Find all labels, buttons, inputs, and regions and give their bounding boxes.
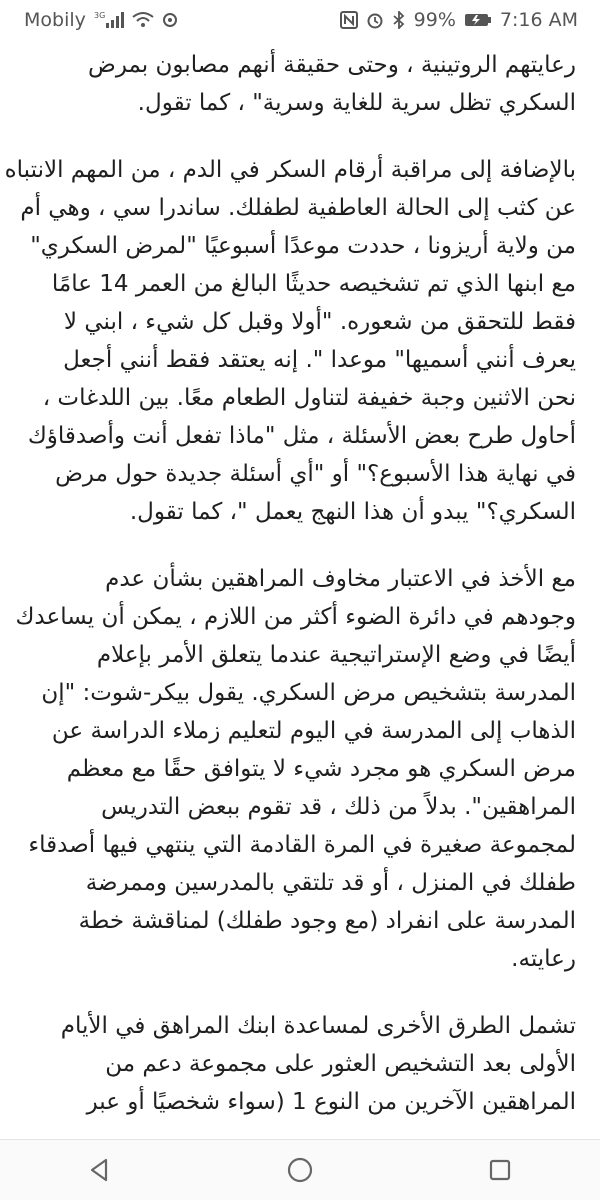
text-line: الذهاب إلى المدرسة في اليوم لتعليم زملاء الدراسة عن [51, 718, 576, 744]
text-line: تشمل الطرق الأخرى لمساعدة ابنك المراهق في الأيام [60, 1013, 576, 1039]
text-line: بالإضافة إلى مراقبة أرقام السكر في الدم ، من المهم الانتباه [4, 157, 576, 183]
text-line: المراهقين الآخرين من النوع 1 (سواء شخصيًا أو عبر [86, 1089, 576, 1115]
status-left [24, 9, 178, 31]
battery-charging-icon [464, 12, 492, 28]
text-line: في نهاية هذا الأسبوع؟" أو "أي أسئلة جديدة حول مرض [55, 461, 576, 487]
text-line: طفلك في المنزل ، أو قد تلتقي بالمدرسين وممرضة [85, 870, 576, 896]
network-type: 3G [93, 11, 106, 20]
text-line: المدرسة على انفراد (مع وجود طفلك) لمناقشة خطة [78, 908, 576, 934]
nfc-icon [340, 11, 358, 29]
signal-icon [94, 11, 124, 29]
text-line: يعرف أنني أسميها" موعدا ". إنه يعتقد فقط أنني أجعل [63, 347, 576, 373]
clock: 7:16 AM [499, 9, 578, 31]
article-body[interactable] [0, 18, 600, 1140]
text-line: وجودهم في دائرة الضوء أكثر من اللازم ، يمكن أن يساعدك [15, 604, 576, 630]
text-line: المدرسة بتشخيص مرض السكري. يقول بيكر-شوت: "إن [41, 680, 576, 706]
text-line: مرض السكري هو مجرد شيء لا يتوافق حقًا مع معظم [66, 756, 576, 782]
text-line: من ولاية أريزونا ، حددت موعدًا أسبوعيًا "لمرض السكري" [30, 233, 576, 259]
text-line: نحن الاثنين وجبة خفيفة لتناول الطعام معًا. بين اللدغات ، [42, 385, 576, 411]
recents-button[interactable] [470, 1140, 530, 1200]
home-button[interactable] [270, 1140, 330, 1200]
paragraph-2 [0, 151, 600, 531]
back-button[interactable] [70, 1140, 130, 1200]
battery-percent: 99% [413, 9, 456, 31]
status-right [340, 9, 578, 31]
alarm-icon [366, 11, 384, 29]
status-bar [0, 0, 600, 40]
text-line: لمجموعة صغيرة في المرة القادمة التي ينتهي فيها أصدقاء [28, 832, 576, 858]
text-line: السكري تظل سرية للغاية وسرية" ، كما تقول. [137, 90, 576, 116]
text-line: أحاول طرح بعض الأسئلة ، مثل "ماذا تفعل أنت وأصدقاؤك [27, 423, 576, 449]
bluetooth-icon [392, 11, 406, 29]
text-line: مع الأخذ في الاعتبار مخاوف المراهقين بشأن عدم [105, 566, 576, 592]
text-line: رعايته. [511, 946, 576, 972]
text-line: رعايتهم الروتينية ، وحتى حقيقة أنهم مصابون بمرض [88, 52, 576, 78]
text-line: عن كثب إلى الحالة العاطفية لطفلك. ساندرا سي ، وهي أم [20, 195, 576, 221]
home-circle-icon [286, 1156, 314, 1184]
text-line: الأولى بعد التشخيص العثور على مجموعة دعم من [105, 1051, 576, 1077]
navigation-bar [0, 1139, 600, 1200]
back-triangle-icon [87, 1157, 113, 1183]
text-line: أيضًا في وضع الإستراتيجية عندما يتعلق الأمر بإعلام [96, 642, 576, 668]
paragraph-1 [0, 46, 600, 122]
text-line: المراهقين". بدلاً من ذلك ، قد تقوم ببعض التدريس [101, 794, 576, 820]
recents-square-icon [487, 1157, 513, 1183]
text-line: مع ابنها الذي تم تشخيصه حديثًا البالغ من العمر 14 عامًا [51, 271, 576, 297]
paragraph-3 [0, 560, 600, 978]
notification-icon [162, 11, 178, 29]
text-line: فقط للتحقق من شعوره. "أولا وقبل كل شيء ، ابني لا [63, 309, 576, 335]
text-line: السكري؟" يبدو أن هذا النهج يعمل "، كما تقول. [129, 499, 576, 525]
paragraph-4 [0, 1007, 600, 1121]
wifi-icon [132, 11, 154, 29]
carrier-label: Mobily [24, 9, 86, 31]
